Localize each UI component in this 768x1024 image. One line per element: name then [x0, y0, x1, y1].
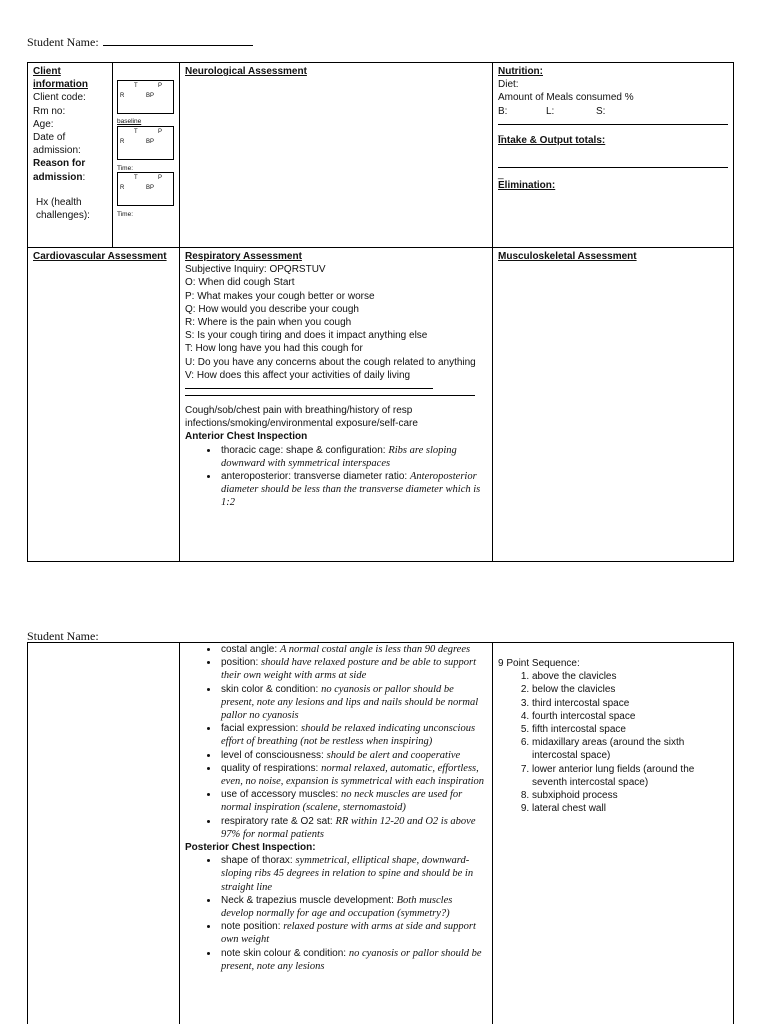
list-item: 7. lower anterior lung fields (around the seventh intercostal space) [532, 763, 728, 789]
client-code-label: Client code: [33, 92, 86, 104]
list-item: 2. below the clavicles [532, 683, 728, 696]
list-item: • position: should have relaxed posture and be able to support their own weight with arms at side [219, 656, 487, 682]
list-item: • respiratory rate & O2 sat: RR within 12-20 and O2 is above 97% for normal patients [219, 815, 487, 841]
list-item: • note skin colour & condition: no cyanosis or pallor should be present, note any lesions [219, 947, 487, 973]
resp-line: Subjective Inquiry: OPQRSTUV [185, 264, 326, 276]
divider-line-4 [185, 389, 475, 396]
student-name-field [27, 35, 253, 50]
sequence-list [498, 670, 728, 815]
diet-label: Diet: [498, 79, 519, 91]
msk-heading: Musculoskeletal Assessment [498, 251, 637, 262]
elimination-heading: Elimination: [498, 180, 556, 192]
blank-cell[interactable] [28, 643, 180, 1024]
student-name-label-2: Student Name: [27, 629, 99, 643]
dash-1: _ [498, 125, 504, 137]
respiratory-cell[interactable] [180, 248, 493, 562]
resp-line: T: How long have you had this cough for [185, 343, 363, 355]
resp-history: Cough/sob/chest pain with breathing/history of resp infections/smoking/environmental exposure/self-care [185, 405, 418, 430]
neuro-heading: Neurological Assessment [185, 66, 307, 77]
baseline-label: baseline [117, 118, 142, 125]
neuro-cell[interactable] [180, 63, 493, 248]
list-item: • costal angle: A normal costal angle is less than 90 degrees [219, 643, 487, 656]
intake-output-heading: Intake & Output totals: [498, 135, 606, 147]
resp-line: V: How does this affect your activities of daily living [185, 369, 411, 381]
list-item: 8. subxiphoid process [532, 789, 728, 802]
time-label-1: Time: [117, 165, 134, 172]
reason-for-admission-label: Reason for admission: [33, 158, 86, 183]
posterior-heading: Posterior Chest Inspection: [185, 842, 316, 854]
resp-line: P: What makes your cough better or worse [185, 290, 375, 302]
msk-cell[interactable] [493, 248, 734, 562]
client-info-heading: Client information [33, 66, 88, 91]
assessment-table-1 [27, 62, 734, 562]
health-history-label: Hx (health challenges): [36, 196, 90, 222]
list-item: • level of consciousness: should be alert and cooperative [219, 749, 487, 762]
list-item: 1. above the clavicles [532, 670, 728, 683]
vitals-box-3[interactable]: T P R BP [117, 172, 174, 206]
cardio-cell[interactable] [28, 248, 180, 562]
list-item: • skin color & condition: no cyanosis or pallor should be present, note any lesions and lips and nails should be normal pallor no cyanosis [219, 683, 487, 723]
meals-label: Amount of Meals consumed % [498, 92, 634, 104]
inspection-list [185, 643, 487, 841]
list-item: • use of accessory muscles: no neck muscles are used for normal inspiration (scalene, sternomastoid) [219, 788, 487, 814]
divider-line-2 [498, 161, 728, 168]
respiratory-heading: Respiratory Assessment [185, 251, 302, 262]
list-item: • note position: relaxed posture with arms at side and support own weight [219, 920, 487, 946]
resp-line: U: Do you have any concerns about the cough related to anything [185, 356, 476, 368]
list-item: 5. fifth intercostal space [532, 723, 728, 736]
time-label-2: Time: [117, 211, 134, 218]
chest-inspection-cell[interactable] [180, 643, 493, 1024]
list-item: • facial expression: should be relaxed indicating unconscious effort of breathing (not be restless when inspiring) [219, 722, 487, 748]
resp-line: R: Where is the pain when you cough [185, 317, 352, 329]
posterior-list [185, 854, 487, 973]
assessment-table-2 [27, 642, 734, 1024]
sequence-cell[interactable] [493, 643, 734, 1024]
room-number-label: Rm no: [33, 105, 66, 117]
divider-line-3 [185, 382, 433, 389]
list-item: • quality of respirations: normal relaxed, automatic, effortless, even, no noise, expansion is symmetrical with each inspiration [219, 762, 487, 788]
list-item: • anteroposterior: transverse diameter ratio: Anteroposterior diameter should be less than the transverse diameter which is 1:2 [219, 470, 487, 510]
dash-2: _ [498, 169, 504, 181]
student-name-label: Student Name: [27, 35, 99, 49]
date-of-admission-label: Date of admission: [33, 132, 81, 157]
meals-row: B: L: S: [498, 105, 606, 117]
list-item: • Neck & trapezius muscle development: Both muscles develop normally for age and occupation (symmetry?) [219, 894, 487, 920]
sequence-heading: 9 Point Sequence: [498, 658, 580, 669]
resp-line: S: Is your cough tiring and does it impact anything else [185, 330, 428, 342]
age-label: Age: [33, 118, 54, 130]
anterior-heading: Anterior Chest Inspection [185, 431, 308, 443]
list-item: 6. midaxillary areas (around the sixth intercostal space) [532, 736, 728, 762]
list-item: • thoracic cage: shape & configuration: Ribs are sloping downward with symmetrical interspaces [219, 444, 487, 470]
list-item: 4. fourth intercostal space [532, 710, 728, 723]
student-name-line[interactable] [103, 35, 253, 46]
list-item: 3. third intercostal space [532, 697, 728, 710]
nutrition-cell[interactable] [493, 63, 734, 248]
list-item: 9. lateral chest wall [532, 802, 728, 815]
resp-line: O: When did cough Start [185, 277, 295, 289]
anterior-list [185, 444, 487, 510]
cardio-heading: Cardiovascular Assessment [33, 251, 167, 262]
vitals-box-baseline[interactable]: T P R BP [117, 80, 174, 114]
list-item: • shape of thorax: symmetrical, elliptical shape, downward-sloping ribs 45 degrees in relation to spine and should be in straight line [219, 854, 487, 894]
vitals-cell[interactable] [113, 63, 180, 248]
nutrition-heading: Nutrition: [498, 66, 543, 77]
divider-line-1 [498, 118, 728, 125]
resp-line: Q: How would you describe your cough [185, 303, 359, 315]
client-info-cell[interactable] [28, 63, 113, 248]
vitals-box-2[interactable]: T P R BP [117, 126, 174, 160]
